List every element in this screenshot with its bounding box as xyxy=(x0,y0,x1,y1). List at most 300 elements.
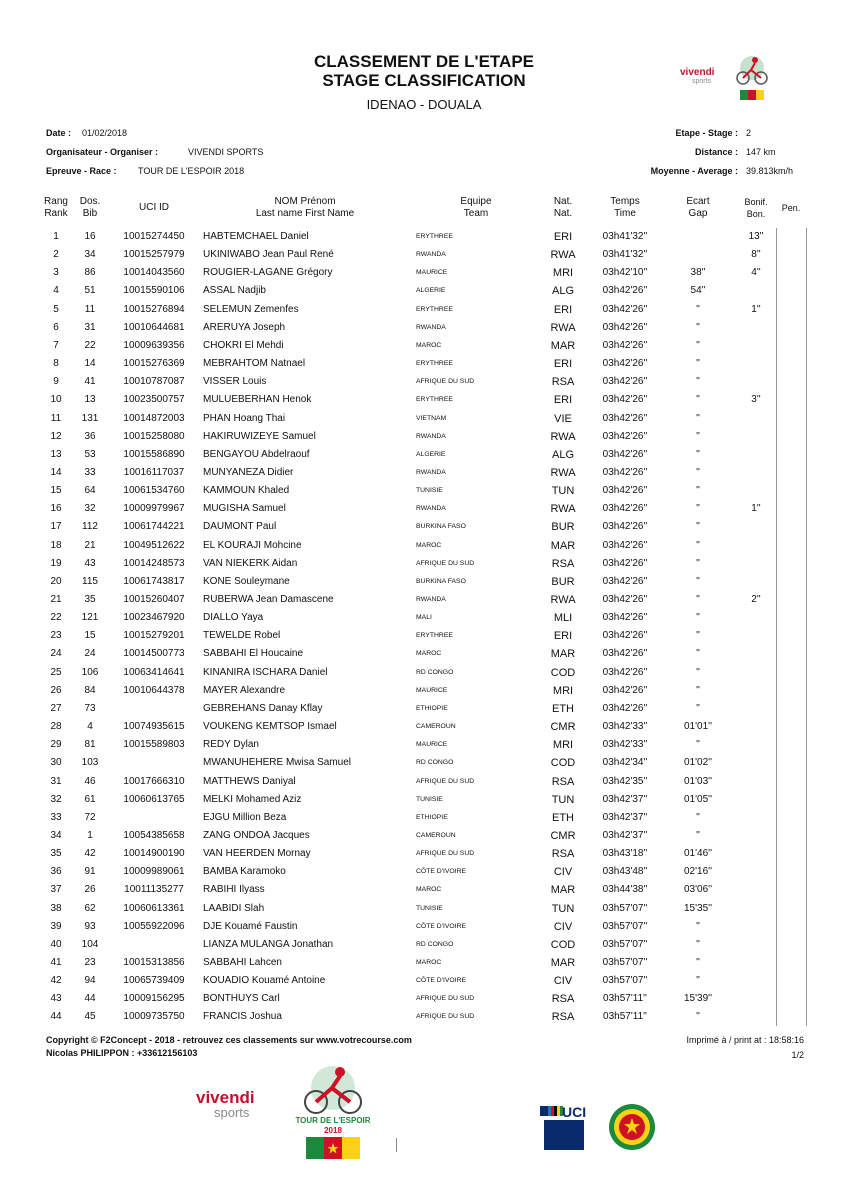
cell-nat: MRI xyxy=(552,267,574,280)
cell-name: TEWELDE Robel xyxy=(203,630,281,642)
cell-gap: '' xyxy=(696,557,700,569)
cell-uci: 10010644378 xyxy=(123,684,185,696)
cell-time: 03h43'48'' xyxy=(602,866,648,878)
table-row xyxy=(0,374,848,392)
cell-team: MAROC xyxy=(416,959,442,966)
cell-team: ERYTHREE xyxy=(416,305,453,313)
cell-gap: '' xyxy=(696,666,700,678)
cell-uci: 10015313856 xyxy=(123,957,185,968)
cell-time: 03h42'10'' xyxy=(602,267,648,279)
cell-rank: 28 xyxy=(50,721,62,733)
cell-nat: RWA xyxy=(550,594,576,606)
cell-time: 03h42'26'' xyxy=(602,666,648,678)
table-row xyxy=(0,356,848,374)
cell-nat: TUN xyxy=(551,485,575,498)
cell-rank: 40 xyxy=(50,938,62,950)
cell-rank: 13 xyxy=(50,448,62,460)
cell-time: 03h42'26'' xyxy=(602,303,648,315)
cell-name: HABTEMCHAEL Daniel xyxy=(203,231,309,242)
cell-bib: 112 xyxy=(82,521,98,533)
cell-bonif: 1'' xyxy=(751,503,761,515)
col-header-name xyxy=(220,196,390,220)
cell-bib: 104 xyxy=(81,938,99,950)
cell-time: 03h42'26'' xyxy=(602,557,648,569)
cell-rank: 14 xyxy=(50,466,62,478)
cell-team: MAURICE xyxy=(416,686,448,694)
cell-bib: 131 xyxy=(81,412,99,424)
cell-time: 03h42'26'' xyxy=(602,412,648,424)
cell-name: ROUGIER-LAGANE Grégory xyxy=(203,267,333,279)
cell-uci: 10016117037 xyxy=(123,466,185,478)
cell-uci: 10015276369 xyxy=(123,358,185,370)
cell-team: CÔTE D'IVOIRE xyxy=(416,868,467,876)
col-header-time-en: Time xyxy=(614,208,636,219)
cell-name: EL KOURAJI Mohcine xyxy=(203,539,302,551)
col-header-time-fr: Temps xyxy=(610,196,640,207)
cell-name: DIALLO Yaya xyxy=(203,612,264,624)
cell-name: EJGU Million Beza xyxy=(203,811,287,823)
average-value: 39.813km/h xyxy=(746,166,794,176)
cell-team: CÔTE D'IVOIRE xyxy=(416,977,467,985)
cell-nat: CMR xyxy=(550,829,576,842)
cell-time: 03h42'37'' xyxy=(602,811,648,823)
cell-name: SELEMUN Zemenfes xyxy=(203,303,299,315)
distance-label: Distance : xyxy=(694,147,738,157)
cell-name: KOUADIO Kouamé Antoine xyxy=(203,975,326,987)
cell-gap: '' xyxy=(696,358,700,370)
cell-rank: 21 xyxy=(50,594,62,605)
cell-team: MAURICE xyxy=(416,741,448,749)
organiser-value: VIVENDI SPORTS xyxy=(188,147,264,157)
cell-gap: '' xyxy=(696,521,700,533)
cell-nat: RWA xyxy=(550,503,576,516)
cell-time: 03h57'07'' xyxy=(602,920,648,932)
cell-time: 03h42'26'' xyxy=(602,358,648,370)
cell-name: MUNYANEZA Didier xyxy=(203,466,294,478)
cell-gap: '' xyxy=(696,339,700,351)
cell-uci: 10060613361 xyxy=(123,902,185,914)
cell-bib: 15 xyxy=(84,630,96,642)
cell-bib: 32 xyxy=(84,503,96,515)
cell-gap: '' xyxy=(696,394,700,406)
table-row xyxy=(0,792,848,810)
cell-rank: 36 xyxy=(50,866,62,878)
cell-nat: RSA xyxy=(551,848,575,861)
cell-bib: 42 xyxy=(84,848,96,860)
table-row xyxy=(0,411,848,429)
cell-uci: 10060613765 xyxy=(123,793,185,805)
cell-team: BURKINA FASO xyxy=(416,577,466,585)
cell-gap: 01'02'' xyxy=(684,757,712,769)
cell-time: 03h42'26'' xyxy=(602,521,648,533)
cell-uci: 10015274450 xyxy=(123,231,185,242)
distance-value: 147 km xyxy=(746,147,776,157)
col-header-rank-fr: Rang xyxy=(44,196,68,207)
cell-gap: '' xyxy=(696,739,700,751)
cell-name: MEBRAHTOM Natnael xyxy=(203,358,306,370)
cell-team: ERYTHREE xyxy=(416,396,453,404)
cell-team: ETHIOPIE xyxy=(416,704,448,712)
cell-gap: 02'16'' xyxy=(684,866,712,878)
cell-nat: MAR xyxy=(550,884,576,897)
cell-name: DAUMONT Paul xyxy=(203,521,277,533)
cell-rank: 39 xyxy=(50,920,62,932)
cell-nat: ERI xyxy=(553,303,573,316)
cell-rank: 43 xyxy=(50,993,62,1005)
table-row xyxy=(0,864,848,882)
cell-bib: 46 xyxy=(84,775,96,787)
cell-team: MAROC xyxy=(416,341,442,349)
cell-bib: 51 xyxy=(84,285,96,297)
table-row xyxy=(0,828,848,846)
cell-uci: 10017666310 xyxy=(123,775,185,787)
cell-name: ZANG ONDOA Jacques xyxy=(203,829,310,841)
cell-time: 03h57'07'' xyxy=(602,975,648,987)
table-row xyxy=(0,610,848,628)
tour-title: TOUR DE L'ESPOIR xyxy=(295,1116,371,1125)
cell-rank: 22 xyxy=(50,612,62,624)
cell-uci: 10015279201 xyxy=(123,630,185,642)
cell-time: 03h42'34'' xyxy=(602,757,648,769)
cell-uci: 10010644681 xyxy=(123,321,185,333)
cell-nat: RSA xyxy=(551,775,575,788)
cell-gap: 01'05'' xyxy=(684,793,712,805)
cell-nat: MAR xyxy=(550,957,576,969)
cell-bib: 61 xyxy=(84,793,96,805)
table-row xyxy=(0,556,848,574)
table-row xyxy=(0,846,848,864)
cell-nat: COD xyxy=(550,757,576,770)
cell-bib: 24 xyxy=(84,648,96,660)
cell-nat: TUN xyxy=(551,902,575,915)
table-row xyxy=(0,247,848,265)
cell-name: DJE Kouamé Faustin xyxy=(203,920,298,932)
cell-time: 03h57'07'' xyxy=(602,902,648,914)
table-row xyxy=(0,592,848,610)
cell-rank: 30 xyxy=(50,757,62,769)
cell-nat: RWA xyxy=(550,249,576,262)
header-logo xyxy=(680,54,786,108)
cell-nat: RSA xyxy=(551,993,575,1006)
cell-rank: 31 xyxy=(50,775,62,787)
cell-time: 03h42'26'' xyxy=(602,594,648,605)
cell-name: MWANUHEHERE Mwisa Samuel xyxy=(203,757,351,769)
bonif-pen-divider xyxy=(776,228,777,1026)
cell-rank: 35 xyxy=(50,848,62,860)
table-row xyxy=(0,646,848,664)
cell-uci: 10014248573 xyxy=(123,557,185,569)
cell-gap: '' xyxy=(696,702,700,714)
col-header-pen-label: Pen. xyxy=(781,203,801,213)
cell-nat: ALG xyxy=(551,448,574,461)
table-row xyxy=(0,283,848,301)
col-header-nat-en: Nat. xyxy=(553,208,573,219)
cell-gap: '' xyxy=(696,811,700,823)
cell-name: REDY Dylan xyxy=(203,739,259,751)
cell-name: VAN HEERDEN Mornay xyxy=(203,848,311,860)
table-row xyxy=(0,774,848,792)
race-label: Epreuve - Race : xyxy=(46,166,117,176)
table-row xyxy=(0,901,848,919)
cell-time: 03h42'26'' xyxy=(602,684,648,696)
cell-rank: 15 xyxy=(50,485,62,497)
stage-route: IDENAO - DOUALA xyxy=(366,97,482,112)
cell-gap: 01'03'' xyxy=(684,775,712,787)
cell-bonif: 13'' xyxy=(748,231,764,242)
cell-gap: '' xyxy=(696,376,700,388)
cell-nat: ALG xyxy=(551,285,574,298)
cell-bib: 11 xyxy=(84,303,96,315)
cell-time: 03h42'26'' xyxy=(602,448,648,460)
cell-uci: 10023500757 xyxy=(123,394,185,406)
cell-uci: 10015589803 xyxy=(123,739,185,751)
cell-bib: 41 xyxy=(84,376,96,388)
page-number: 1/2 xyxy=(791,1050,804,1060)
table-row xyxy=(0,991,848,1009)
cell-time: 03h42'33'' xyxy=(602,739,648,751)
cell-uci: 10014500773 xyxy=(123,648,185,660)
cell-name: UKINIWABO Jean Paul René xyxy=(203,249,334,261)
cell-bib: 16 xyxy=(84,231,96,242)
sports-logo-text: sports xyxy=(692,78,712,85)
vivendi-sports-logo xyxy=(196,1088,276,1128)
col-header-name-fr: NOM Prénom xyxy=(274,196,336,207)
cell-time: 03h42'37'' xyxy=(602,829,648,841)
cell-gap: 01'01'' xyxy=(684,721,712,733)
cell-team: ERYTHREE xyxy=(416,360,453,368)
cell-rank: 16 xyxy=(50,503,62,515)
col-header-uci xyxy=(110,202,198,214)
cell-name: MULUEBERHAN Henok xyxy=(203,394,312,406)
col-header-bib xyxy=(72,196,108,220)
cell-bib: 73 xyxy=(84,702,96,714)
table-row xyxy=(0,683,848,701)
cell-rank: 10 xyxy=(50,394,62,406)
table-row xyxy=(0,701,848,719)
cell-uci: 10061534760 xyxy=(123,485,185,497)
cell-gap: '' xyxy=(696,503,700,515)
cell-team: RWANDA xyxy=(416,596,446,603)
cell-gap: '' xyxy=(696,684,700,696)
cell-name: MELKI Mohamed Aziz xyxy=(203,793,302,805)
cell-name: SABBAHI El Houcaine xyxy=(203,648,304,660)
cell-rank: 41 xyxy=(50,957,62,968)
cell-team: CAMEROUN xyxy=(416,723,456,731)
table-row xyxy=(0,937,848,955)
cell-time: 03h42'26'' xyxy=(602,648,648,660)
cell-name: BAMBA Karamoko xyxy=(203,866,286,878)
table-row xyxy=(0,665,848,683)
table-row xyxy=(0,538,848,556)
cell-team: ALGERIE xyxy=(416,450,446,458)
cell-nat: COD xyxy=(550,938,576,951)
cell-uci: 10055922096 xyxy=(123,920,185,932)
cell-uci: 10014043560 xyxy=(123,267,185,279)
crest-icon xyxy=(604,1102,660,1152)
cell-uci: 10014872003 xyxy=(123,412,185,424)
cell-rank: 20 xyxy=(50,575,62,587)
cell-uci: 10061743817 xyxy=(123,575,185,587)
cell-bib: 64 xyxy=(84,485,96,497)
table-row xyxy=(0,719,848,737)
cell-time: 03h43'18'' xyxy=(602,848,648,860)
cell-name: GEBREHANS Danay Kflay xyxy=(203,702,323,714)
cell-bib: 34 xyxy=(84,249,96,261)
cell-nat: ETH xyxy=(552,811,574,824)
vivendi-logo-text: vivendi xyxy=(680,67,715,78)
cell-name: LIANZA MULANGA Jonathan xyxy=(203,938,334,950)
cell-bib: 22 xyxy=(84,339,96,351)
cell-gap: 03'06'' xyxy=(684,884,712,896)
cell-nat: ERI xyxy=(553,630,573,643)
cell-rank: 25 xyxy=(50,666,62,678)
cell-team: ALGERIE xyxy=(416,287,446,295)
cell-name: ARERUYA Joseph xyxy=(203,321,286,333)
col-header-gap-fr: Ecart xyxy=(686,196,710,207)
cell-name: BENGAYOU Abdelraouf xyxy=(203,448,310,460)
col-header-time xyxy=(590,196,660,220)
cell-bib: 35 xyxy=(84,594,96,605)
stage-value: 2 xyxy=(746,128,752,138)
cell-rank: 29 xyxy=(50,739,62,751)
cell-nat: TUN xyxy=(551,793,575,806)
cell-name: BONTHUYS Carl xyxy=(203,993,280,1005)
cell-uci: 10065739409 xyxy=(123,975,185,987)
cell-name: CHOKRI El Mehdi xyxy=(203,339,284,351)
cell-uci: 10009156295 xyxy=(123,993,185,1005)
table-row xyxy=(0,755,848,773)
cell-time: 03h42'26'' xyxy=(602,321,648,333)
cell-gap: '' xyxy=(696,630,700,642)
cell-team: RD CONGO xyxy=(416,940,454,948)
cell-gap: '' xyxy=(696,612,700,624)
col-header-bonif xyxy=(736,196,776,220)
cell-team: RWANDA xyxy=(416,251,446,259)
cell-time: 03h57'07'' xyxy=(602,938,648,950)
cell-nat: BUR xyxy=(551,575,575,588)
table-row xyxy=(0,229,848,247)
col-header-bonif-en: Bon. xyxy=(746,209,766,219)
cell-nat: MRI xyxy=(552,739,574,752)
cell-rank: 8 xyxy=(53,358,59,370)
cell-uci: 10015258080 xyxy=(123,430,185,442)
col-header-gap-en: Gap xyxy=(688,208,708,219)
cell-nat: RSA xyxy=(551,1011,575,1024)
table-row xyxy=(0,501,848,519)
col-header-bonif-fr: Bonif. xyxy=(744,197,768,207)
cell-rank: 34 xyxy=(50,829,62,841)
cell-team: MAROC xyxy=(416,886,442,894)
cell-rank: 3 xyxy=(53,267,59,279)
cell-time: 03h42'26'' xyxy=(602,285,648,297)
divider-line xyxy=(396,1138,397,1152)
vivendi-bottom-text: vivendi xyxy=(196,1088,255,1107)
cell-nat: MAR xyxy=(550,339,576,352)
col-header-nat xyxy=(543,196,583,220)
cell-name: RABIHI Ilyass xyxy=(203,884,265,896)
cell-bonif: 8'' xyxy=(751,249,761,261)
cell-uci: 10015257979 xyxy=(123,249,185,261)
cell-bib: 1 xyxy=(87,829,93,841)
cell-team: TUNISIE xyxy=(416,795,443,803)
cell-bib: 26 xyxy=(84,884,96,896)
cell-time: 03h41'32'' xyxy=(602,249,648,261)
title-en: STAGE CLASSIFICATION xyxy=(322,71,526,90)
cell-uci: 10061744221 xyxy=(123,521,185,533)
col-header-bib-fr: Dos. xyxy=(79,196,101,207)
cell-name: HAKIRUWIZEYE Samuel xyxy=(203,430,316,442)
cell-gap: 38'' xyxy=(690,267,706,279)
col-header-gap xyxy=(670,196,726,220)
stage-label: Etape - Stage : xyxy=(675,128,738,138)
cell-uci: 10054385658 xyxy=(123,829,185,841)
date-value: 01/02/2018 xyxy=(82,128,128,138)
race-value: TOUR DE L'ESPOIR 2018 xyxy=(138,166,245,176)
table-row xyxy=(0,429,848,447)
cell-name: MUGISHA Samuel xyxy=(203,503,286,515)
cell-nat: MAR xyxy=(550,539,576,552)
cell-nat: RSA xyxy=(551,376,575,389)
cell-team: MAURICE xyxy=(416,269,448,277)
cell-gap: '' xyxy=(696,957,700,968)
cell-time: 03h42'37'' xyxy=(602,793,648,805)
cell-bib: 13 xyxy=(84,394,96,406)
col-header-uci-label: UCI ID xyxy=(139,202,169,213)
pen-right-border xyxy=(806,228,807,1026)
cell-gap: 15'39'' xyxy=(684,993,712,1005)
cell-nat: CIV xyxy=(553,975,573,988)
table-row xyxy=(0,919,848,937)
cell-team: RD CONGO xyxy=(416,668,454,676)
table-row xyxy=(0,810,848,828)
cell-uci: 10009639356 xyxy=(123,339,185,351)
cell-team: VIETNAM xyxy=(416,414,447,422)
cell-gap: '' xyxy=(696,648,700,660)
cell-gap: '' xyxy=(696,303,700,315)
table-row xyxy=(0,338,848,356)
col-header-team xyxy=(440,196,512,220)
cell-uci: 10049512622 xyxy=(123,539,185,551)
col-header-bib-en: Bib xyxy=(82,208,98,219)
cell-bib: 94 xyxy=(84,975,96,987)
table-row xyxy=(0,465,848,483)
cell-uci: 10009735750 xyxy=(123,1011,185,1023)
cell-name: KONE Souleymane xyxy=(203,575,290,587)
cell-time: 03h42'26'' xyxy=(602,503,648,515)
col-header-rank-en: Rank xyxy=(44,208,68,219)
contact-text: Nicolas PHILIPPON : +33612156103 xyxy=(46,1048,198,1058)
col-header-nat-fr: Nat. xyxy=(553,196,573,207)
cell-time: 03h57'11'' xyxy=(603,993,647,1005)
cell-bonif: 1'' xyxy=(751,303,761,315)
cell-time: 03h42'26'' xyxy=(602,630,648,642)
cell-name: MATTHEWS Daniyal xyxy=(203,775,296,787)
cell-uci: 10011135277 xyxy=(124,884,184,896)
cell-time: 03h42'26'' xyxy=(602,394,648,406)
cell-name: VOUKENG KEMTSOP Ismael xyxy=(203,721,337,733)
cell-nat: MAR xyxy=(550,648,576,661)
cell-nat: ETH xyxy=(552,702,574,715)
cell-uci: 10015276894 xyxy=(123,303,185,315)
tour-year: 2018 xyxy=(324,1126,342,1135)
cell-uci: 10023467920 xyxy=(123,612,185,624)
cell-rank: 42 xyxy=(50,975,62,987)
table-row xyxy=(0,519,848,537)
cell-team: MALI xyxy=(416,614,432,622)
cell-bib: 81 xyxy=(84,739,96,751)
cell-gap: '' xyxy=(696,938,700,950)
cell-time: 03h41'32'' xyxy=(602,231,648,242)
